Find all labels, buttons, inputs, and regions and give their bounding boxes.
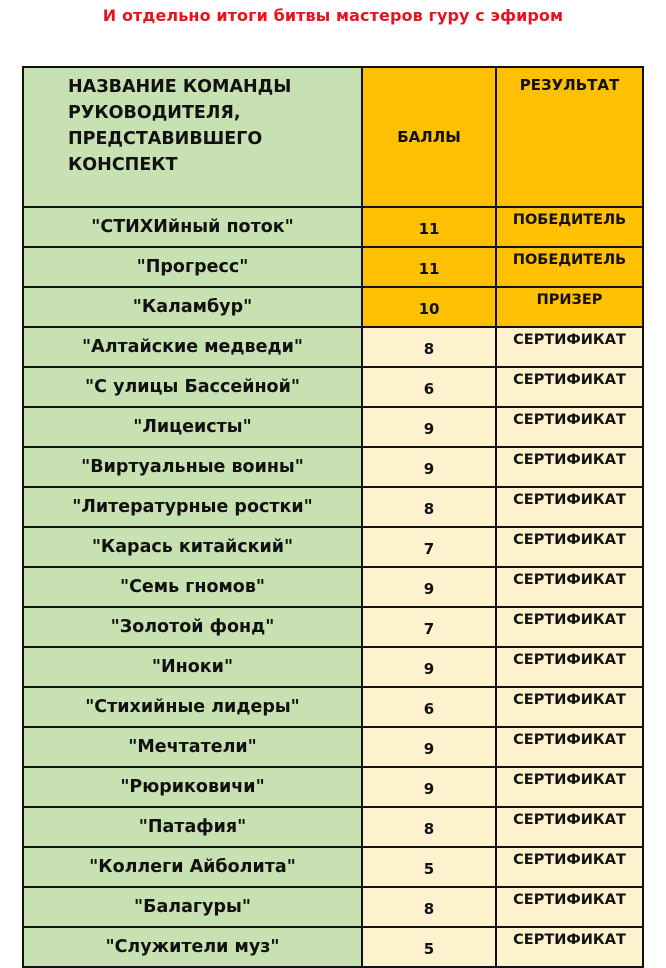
table-row — [23, 447, 643, 487]
score-cell: 5 — [362, 847, 496, 887]
table-row — [23, 367, 643, 407]
table-row — [23, 407, 643, 447]
score-cell: 7 — [362, 527, 496, 567]
table-row — [23, 207, 643, 247]
score-cell: 9 — [362, 447, 496, 487]
team-name-cell: "Мечтатели" — [23, 727, 362, 767]
team-name-cell: "Каламбур" — [23, 287, 362, 327]
team-name-cell: "Карась китайский" — [23, 527, 362, 567]
header-result: РЕЗУЛЬТАТ — [496, 67, 643, 207]
score-cell: 9 — [362, 767, 496, 807]
score-cell: 11 — [362, 207, 496, 247]
team-name-cell: "Алтайские медведи" — [23, 327, 362, 367]
score-cell: 9 — [362, 647, 496, 687]
result-cell: СЕРТИФИКАТ — [496, 447, 643, 487]
result-cell: СЕРТИФИКАТ — [496, 647, 643, 687]
result-cell: СЕРТИФИКАТ — [496, 367, 643, 407]
table-row — [23, 327, 643, 367]
table-row — [23, 807, 643, 847]
score-cell: 10 — [362, 287, 496, 327]
table-row — [23, 687, 643, 727]
team-name-cell: "Виртуальные воины" — [23, 447, 362, 487]
team-name-cell: "Иноки" — [23, 647, 362, 687]
table-header-row — [23, 67, 643, 207]
table-row — [23, 767, 643, 807]
score-cell: 6 — [362, 687, 496, 727]
team-name-cell: "Патафия" — [23, 807, 362, 847]
result-cell: ПОБЕДИТЕЛЬ — [496, 247, 643, 287]
team-name-cell: "Лицеисты" — [23, 407, 362, 447]
table-row — [23, 527, 643, 567]
team-name-cell: "СТИХИйный поток" — [23, 207, 362, 247]
result-cell: СЕРТИФИКАТ — [496, 487, 643, 527]
score-cell: 9 — [362, 567, 496, 607]
result-cell: СЕРТИФИКАТ — [496, 847, 643, 887]
result-cell: СЕРТИФИКАТ — [496, 567, 643, 607]
result-cell: СЕРТИФИКАТ — [496, 767, 643, 807]
result-cell: СЕРТИФИКАТ — [496, 927, 643, 967]
team-name-cell: "Балагуры" — [23, 887, 362, 927]
result-cell: СЕРТИФИКАТ — [496, 607, 643, 647]
score-cell: 8 — [362, 807, 496, 847]
team-name-cell: "С улицы Бассейной" — [23, 367, 362, 407]
table-row — [23, 247, 643, 287]
team-name-cell: "Золотой фонд" — [23, 607, 362, 647]
score-cell: 8 — [362, 887, 496, 927]
header-team-name: НАЗВАНИЕ КОМАНДЫ РУКОВОДИТЕЛЯ, ПРЕДСТАВИВШЕГО КОНСПЕКТ — [23, 67, 362, 207]
team-name-cell: "Служители муз" — [23, 927, 362, 967]
results-table-body — [23, 67, 643, 967]
score-cell: 5 — [362, 927, 496, 967]
result-cell: СЕРТИФИКАТ — [496, 807, 643, 847]
table-row — [23, 847, 643, 887]
table-row — [23, 487, 643, 527]
table-row — [23, 887, 643, 927]
result-cell: СЕРТИФИКАТ — [496, 407, 643, 447]
team-name-cell: "Прогресс" — [23, 247, 362, 287]
result-cell: СЕРТИФИКАТ — [496, 327, 643, 367]
score-cell: 11 — [362, 247, 496, 287]
table-row — [23, 727, 643, 767]
table-row — [23, 287, 643, 327]
page-title: И отдельно итоги битвы мастеров гуру с эфиром — [102, 6, 564, 25]
score-cell: 7 — [362, 607, 496, 647]
team-name-cell: "Семь гномов" — [23, 567, 362, 607]
result-cell: ПОБЕДИТЕЛЬ — [496, 207, 643, 247]
table-row — [23, 567, 643, 607]
score-cell: 9 — [362, 727, 496, 767]
header-score: БАЛЛЫ — [362, 67, 496, 207]
score-cell: 6 — [362, 367, 496, 407]
team-name-cell: "Стихийные лидеры" — [23, 687, 362, 727]
result-cell: СЕРТИФИКАТ — [496, 687, 643, 727]
score-cell: 8 — [362, 327, 496, 367]
result-cell: СЕРТИФИКАТ — [496, 727, 643, 767]
result-cell: СЕРТИФИКАТ — [496, 887, 643, 927]
table-row — [23, 927, 643, 967]
team-name-cell: "Коллеги Айболита" — [23, 847, 362, 887]
score-cell: 9 — [362, 407, 496, 447]
result-cell: ПРИЗЕР — [496, 287, 643, 327]
table-row — [23, 647, 643, 687]
table-row — [23, 607, 643, 647]
result-cell: СЕРТИФИКАТ — [496, 527, 643, 567]
score-cell: 8 — [362, 487, 496, 527]
results-table — [22, 66, 644, 968]
team-name-cell: "Литературные ростки" — [23, 487, 362, 527]
team-name-cell: "Рюриковичи" — [23, 767, 362, 807]
